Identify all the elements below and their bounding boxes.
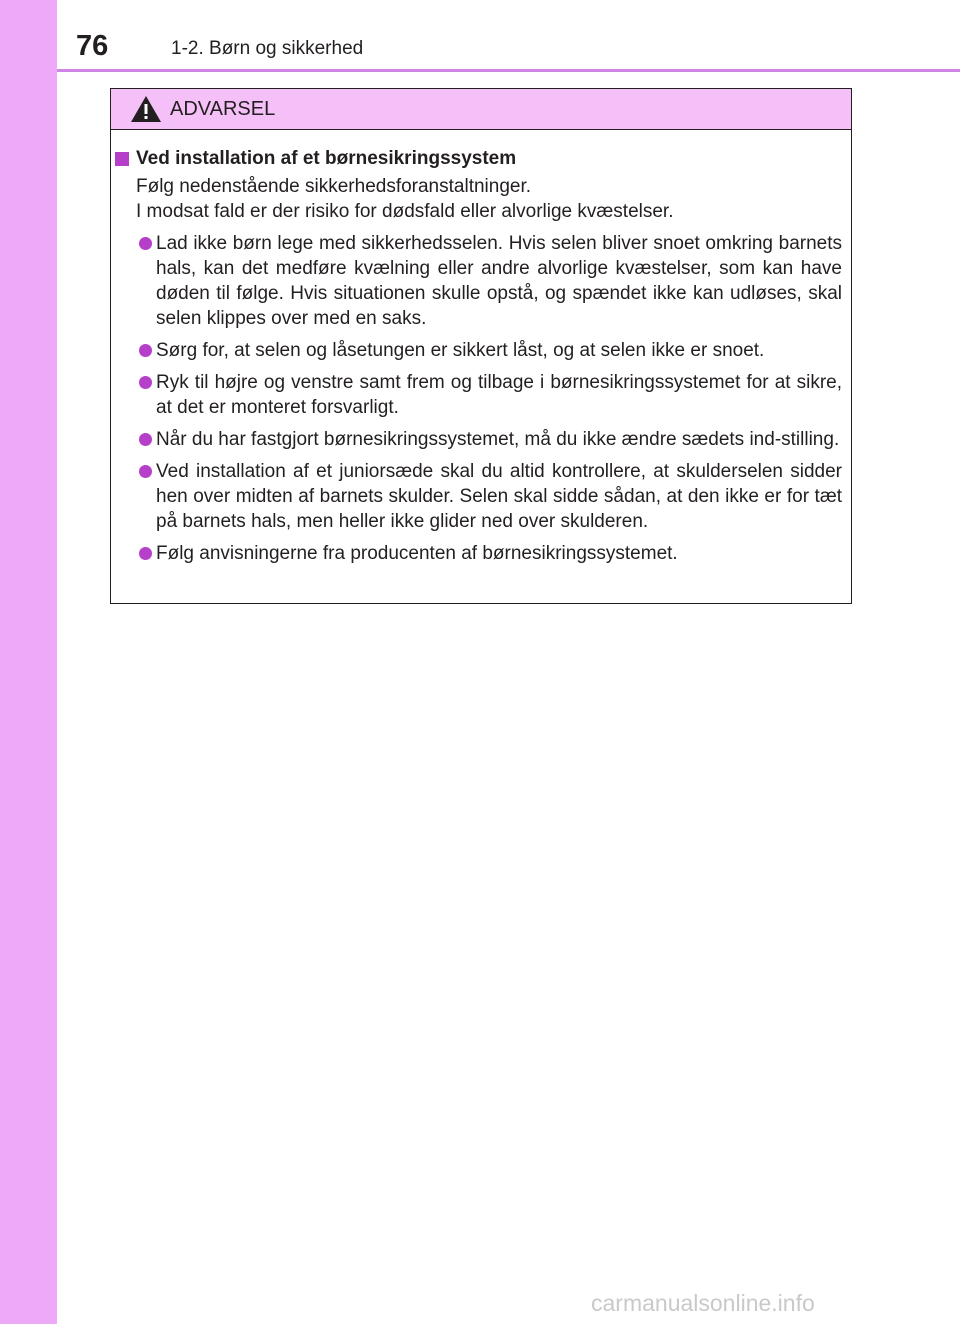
page-number: 76 (76, 30, 109, 62)
header-rule (57, 69, 960, 72)
heading-square-icon (115, 152, 129, 166)
bullet-item (156, 338, 842, 363)
bullet-item (156, 459, 842, 534)
bullet-item (156, 231, 842, 331)
bullet-text: Lad ikke børn lege med sikkerhedsselen. Hvis selen bliver snoet omkring barnets hals, kan det medføre kvælning eller andre alvorlige kvæstelser, som kan have døden til følge. Hvis situationen skulle opstå, og spændet ikke kan udløses, skal selen klippes over med en saks. (156, 233, 842, 329)
bullet-text: Sørg for, at selen og låsetungen er sikkert låst, og at selen ikke er snoet. (156, 340, 765, 361)
warning-box (110, 88, 852, 604)
bullet-dot-icon (139, 376, 152, 389)
warning-heading-text: Ved installation af et børnesikringssystem (136, 148, 517, 169)
side-color-strip (0, 0, 57, 1324)
intro-line: I modsat fald er der risiko for dødsfald eller alvorlige kvæstelser. (136, 201, 674, 222)
bullet-dot-icon (139, 344, 152, 357)
bullet-dot-icon (139, 465, 152, 478)
bullet-item (156, 370, 842, 420)
bullet-text: Ved installation af et juniorsæde skal du altid kontrollere, at skulderselen sidder hen over midten af barnets skulder. Selen skal sidde sådan, at den ikke er for tæt på barnets hals, men heller ikke glider ned over skulderen. (156, 461, 842, 532)
bullet-dot-icon (139, 433, 152, 446)
section-title: 1-2. Børn og sikkerhed (171, 38, 364, 59)
warning-header (111, 89, 851, 130)
bullet-text: Når du har fastgjort børnesikringssystemet, må du ikke ændre sædets ind-stilling. (156, 429, 840, 450)
intro-line: Følg nedenstående sikkerhedsforanstaltninger. (136, 176, 532, 197)
warning-title: ADVARSEL (170, 98, 276, 120)
warning-intro (136, 174, 851, 224)
bullet-item (156, 541, 842, 566)
bullet-text: Følg anvisningerne fra producenten af børnesikringssystemet. (156, 543, 678, 564)
bullet-dot-icon (139, 547, 152, 560)
bullet-item (156, 427, 842, 452)
warning-triangle-icon (130, 95, 162, 123)
warning-body (111, 146, 851, 566)
watermark: carmanualsonline.info (591, 1290, 815, 1316)
bullet-text: Ryk til højre og venstre samt frem og tilbage i børnesikringssystemet for at sikre, at det er monteret forsvarligt. (156, 372, 842, 418)
bullet-dot-icon (139, 237, 152, 250)
warning-heading (111, 146, 851, 171)
